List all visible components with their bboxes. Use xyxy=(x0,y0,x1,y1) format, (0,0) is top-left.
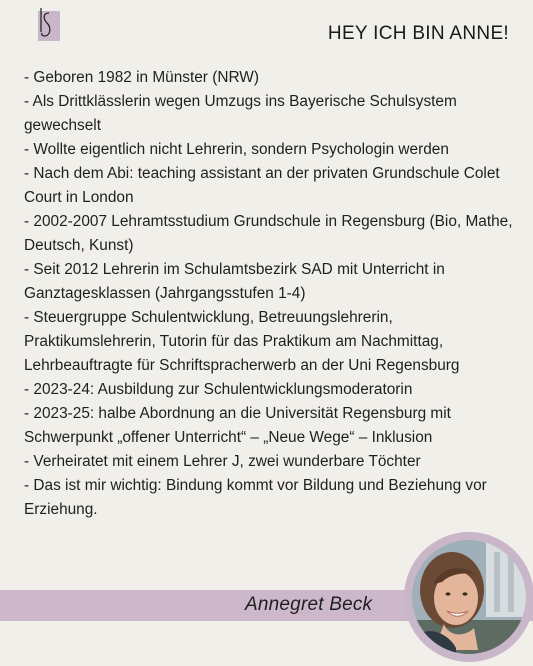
bio-item: - Nach dem Abi: teaching assistant an der privaten Grundschule Colet Court in London xyxy=(24,165,500,206)
portrait-photo xyxy=(404,532,533,662)
bio-item: - Wollte eigentlich nicht Lehrerin, sondern Psychologin werden xyxy=(24,141,449,158)
bio-item: - 2002-2007 Lehramtsstudium Grundschule in Regensburg (Bio, Mathe, Deutsch, Kunst) xyxy=(24,213,513,254)
bio-item: - 2023-25: halbe Abordnung an die Universität Regensburg mit Schwerpunkt „offener Unterricht“ – „Neue Wege“ – Inklusion xyxy=(24,405,451,446)
monogram-logo-icon xyxy=(30,4,62,44)
bio-item: - Das ist mir wichtig: Bindung kommt vor Bildung und Beziehung vor Erziehung. xyxy=(24,477,487,518)
page-title: HEY ICH BIN ANNE! xyxy=(327,23,509,44)
logo xyxy=(30,4,62,44)
bio-item: - Geboren 1982 in Münster (NRW) xyxy=(24,69,259,86)
bio-item: - 2023-24: Ausbildung zur Schulentwicklungsmoderatorin xyxy=(24,381,413,398)
portrait-photo-icon xyxy=(404,532,533,662)
bio-item: - Als Drittklässlerin wegen Umzugs ins Bayerische Schulsystem gewechselt xyxy=(24,93,457,134)
author-name: Annegret Beck xyxy=(245,594,373,615)
bio-item: - Seit 2012 Lehrerin im Schulamtsbezirk SAD mit Unterricht in Ganztagesklassen (Jahrgangsstufen 1-4) xyxy=(24,261,445,302)
bio-list xyxy=(24,66,519,522)
bio-item: - Verheiratet mit einem Lehrer J, zwei wunderbare Töchter xyxy=(24,453,421,470)
bio-item: - Steuergruppe Schulentwicklung, Betreuungslehrerin, Praktikumslehrerin, Tutorin für das Praktikum am Nachmittag, Lehrbeauftragte für Schriftspracherwerb an der Uni Regensburg xyxy=(24,309,460,374)
